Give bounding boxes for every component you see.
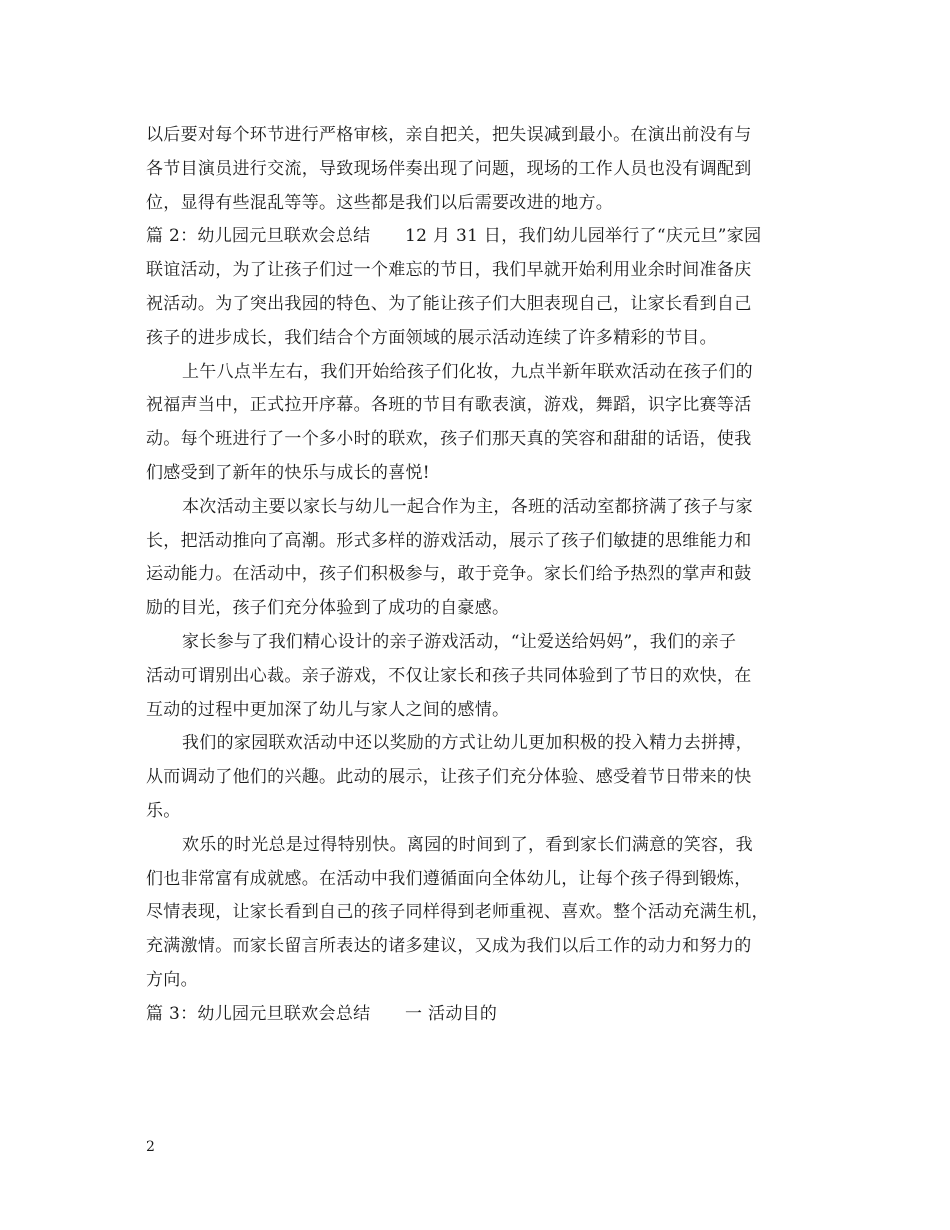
text-line: 方向。	[146, 969, 198, 990]
text-line: 祝活动。为了突出我园的特色、为了能让孩子们大胆表现自己，让家长看到自己	[146, 293, 752, 314]
text-line: 们也非常富有成就感。在活动中我们遵循面向全体幼儿，让每个孩子得到锻炼，	[146, 868, 752, 889]
text-line: 联谊活动，为了让孩子们过一个难忘的节日，我们早就开始利用业余时间准备庆	[146, 260, 752, 281]
text-line: 孩子的进步成长，我们结合个方面领域的展示活动连续了许多精彩的节目。	[146, 327, 717, 348]
section-heading-line: 篇 2：幼儿园元旦联欢会总结 12 月 31 日，我们幼儿园举行了“庆元旦”家园	[146, 226, 762, 247]
text-line: 活动可谓别出心裁。亲子游戏，不仅让家长和孩子共同体验到了节日的欢快，在	[146, 665, 752, 686]
text-line: 乐。	[146, 800, 181, 821]
document-body	[146, 119, 812, 1032]
text-line: 长，把活动推向了高潮。形式多样的游戏活动，展示了孩子们敏捷的思维能力和	[146, 530, 752, 551]
paragraph-first-line: 本次活动主要以家长与幼儿一起合作为主，各班的活动室都挤满了孩子与家	[182, 496, 753, 517]
text-line: 运动能力。在活动中，孩子们积极参与，敢于竞争。家长们给予热烈的掌声和鼓	[146, 564, 752, 585]
text-line: 动。每个班进行了一个多小时的联欢，孩子们那天真的笑容和甜甜的话语，使我	[146, 429, 752, 450]
paragraph-first-line: 我们的家园联欢活动中还以奖励的方式让幼儿更加积极的投入精力去拼搏，	[182, 733, 753, 754]
section-heading-line: 篇 3：幼儿园元旦联欢会总结 一 活动目的	[146, 1003, 498, 1024]
text-line: 尽情表现，让家长看到自己的孩子同样得到老师重视、喜欢。整个活动充满生机，	[146, 902, 769, 923]
text-line: 各节目演员进行交流，导致现场伴奏出现了问题，现场的工作人员也没有调配到	[146, 158, 752, 179]
paragraph-first-line: 家长参与了我们精心设计的亲子游戏活动，“让爱送给妈妈”，我们的亲子	[182, 631, 737, 652]
text-line: 们感受到了新年的快乐与成长的喜悦!	[146, 462, 430, 483]
paragraph-first-line: 上午八点半左右，我们开始给孩子们化妆，九点半新年联欢活动在孩子们的	[182, 361, 753, 382]
text-line: 励的目光，孩子们充分体验到了成功的自豪感。	[146, 598, 510, 619]
text-line: 以后要对每个环节进行严格审核，亲自把关，把失误减到最小。在演出前没有与	[146, 125, 752, 145]
text-line: 充满激情。而家长留言所表达的诸多建议，又成为我们以后工作的动力和努力的	[146, 936, 752, 957]
text-line: 从而调动了他们的兴趣。此动的展示，让孩子们充分体验、感受着节日带来的快	[146, 767, 752, 788]
text-line: 祝福声当中，正式拉开序幕。各班的节目有歌表演，游戏，舞蹈，识字比赛等活	[146, 395, 752, 416]
text-line: 位，显得有些混乱等等。这些都是我们以后需要改进的地方。	[146, 192, 614, 213]
paragraph-first-line: 欢乐的时光总是过得特别快。离园的时间到了，看到家长们满意的笑容，我	[182, 834, 753, 855]
text-line: 互动的过程中更加深了幼儿与家人之间的感情。	[146, 699, 510, 720]
page-number: 2	[146, 1139, 155, 1155]
